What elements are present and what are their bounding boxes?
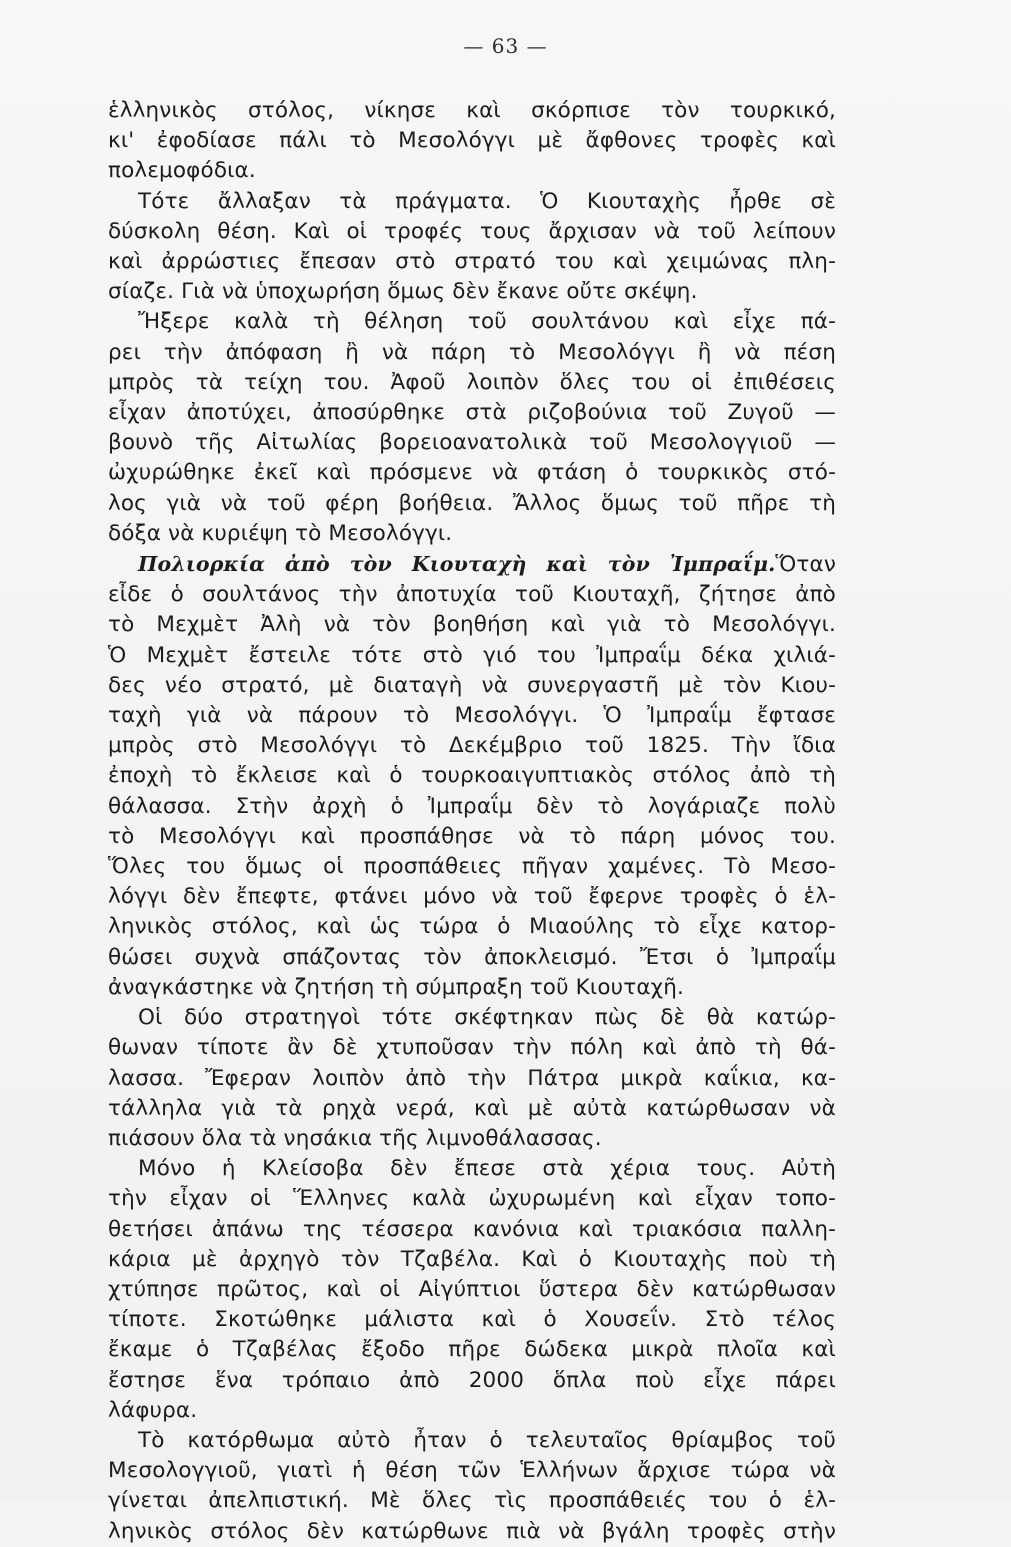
- text-line: τὸ Μεσολόγγι καὶ προσπάθησε νὰ τὸ πάρη μόνος του.: [108, 823, 836, 849]
- text-line: μπρὸς στὸ Μεσολόγγι τὸ Δεκέμβριο τοῦ 1825. Τὴν ἴδια: [108, 733, 836, 759]
- text-line: Τὸ κατόρθωμα αὐτὸ ἦταν ὁ τελευταῖος θρίαμβος τοῦ: [138, 1427, 836, 1453]
- text-line: γίνεται ἀπελπιστική. Μὲ ὅλες τὶς προσπάθειές του ὁ ἑλ-: [108, 1488, 836, 1514]
- text-line: κάρια μὲ ἀρχηγὸ τὸν Τζαβέλα. Καὶ ὁ Κιουταχὴς ποὺ τὴ: [108, 1246, 836, 1272]
- text-line: τάλληλα γιὰ τὰ ρηχὰ νερά, καὶ μὲ αὐτὰ κατώρθωσαν νὰ: [108, 1095, 836, 1121]
- text-line: εἶχαν ἀποτύχει, ἀποσύρθηκε στὰ ριζοβούνια τοῦ Ζυγοῦ —: [108, 400, 836, 426]
- text-line: Μεσολογγιοῦ, γιατὶ ἡ θέση τῶν Ἑλλήνων ἄρχισε τώρα νὰ: [108, 1458, 836, 1484]
- text-line: θωναν τίποτε ἂν δὲ χτυποῦσαν τὴν πόλη καὶ ἀπὸ τὴ θά-: [108, 1035, 836, 1061]
- section-heading: Πολιορκία ἀπὸ τὸν Κιουταχὴ καὶ τὸν Ἰμπραΐμ.: [138, 552, 776, 577]
- text-line: Ἤξερε καλὰ τὴ θέληση τοῦ σουλτάνου καὶ εἶχε πά-: [138, 309, 836, 335]
- page-number: — 63 —: [463, 34, 548, 58]
- text-line: ἔκαμε ὁ Τζαβέλας ἔξοδο πῆρε δώδεκα μικρὰ πλοῖα καὶ: [108, 1337, 836, 1363]
- text-line: ἀναγκάστηκε νὰ ζητήση τὴ σύμπραξη τοῦ Κιουταχῆ.: [108, 974, 684, 1000]
- text-line: ληνικὸς στόλος, καὶ ὡς τώρα ὁ Μιαούλης τὸ εἶχε κατορ-: [108, 914, 836, 940]
- text-line: θετήσει ἀπάνω της τέσσερα κανόνια καὶ τριακόσια παλλη-: [108, 1216, 836, 1242]
- text-line: δόξα νὰ κυριέψη τὸ Μεσολόγγι.: [108, 520, 453, 546]
- text-line: εἶδε ὁ σουλτάνος τὴν ἀποτυχία τοῦ Κιουταχῆ, ζήτησε ἀπὸ: [108, 582, 836, 608]
- text-line: Μόνο ἡ Κλείσοβα δὲν ἔπεσε στὰ χέρια τους. Αὐτὴ: [138, 1156, 836, 1182]
- text-line: τίποτε. Σκοτώθηκε μάλιστα καὶ ὁ Χουσεΐν. Στὸ τέλος: [108, 1307, 836, 1333]
- text-line: ἔστησε ἕνα τρόπαιο ἀπὸ 2000 ὅπλα ποὺ εἶχε πάρει: [108, 1367, 836, 1393]
- text-line: βουνὸ τῆς Αἰτωλίας βορειοανατολικὰ τοῦ Μεσολογγιοῦ —: [108, 430, 836, 456]
- text-line: τὴν εἶχαν οἱ Ἕλληνες καλὰ ὠχυρωμένη καὶ εἶχαν τοπο-: [108, 1186, 836, 1212]
- text-line: χτύπησε πρῶτος, καὶ οἱ Αἰγύπτιοι ὕστερα δὲν κατώρθωσαν: [108, 1276, 836, 1302]
- text-line: καὶ ἀρρώστιες ἔπεσαν στὸ στρατό του καὶ χειμώνας πλη-: [108, 249, 836, 275]
- text-line: Οἱ δύο στρατηγοὶ τότε σκέφτηκαν πὼς δὲ θὰ κατώρ-: [138, 1005, 836, 1031]
- text-line: Τότε ἄλλαξαν τὰ πράγματα. Ὁ Κιουταχὴς ἦρθε σὲ: [138, 188, 836, 214]
- text-line: τὸ Μεχμὲτ Ἀλὴ νὰ τὸν βοηθήση καὶ γιὰ τὸ Μεσολόγγι.: [108, 612, 836, 638]
- text-line: μπρὸς τὰ τείχη του. Ἀφοῦ λοιπὸν ὅλες του οἱ ἐπιθέσεις: [108, 369, 836, 395]
- text-line: λασσα. Ἔφεραν λοιπὸν ἀπὸ τὴν Πάτρα μικρὰ καΐκια, κα-: [108, 1065, 836, 1091]
- text-line: ρει τὴν ἀπόφαση ἢ νὰ πάρη τὸ Μεσολόγγι ἢ νὰ πέση: [108, 339, 836, 365]
- text-line: ληνικὸς στόλος δὲν κατώρθωνε πιὰ νὰ βγάλη τροφὲς στὴν: [108, 1518, 836, 1544]
- text-line-with-heading: [108, 549, 836, 580]
- text-line: θάλασσα. Στὴν ἀρχὴ ὁ Ἰμπραΐμ δὲν τὸ λογάριαζε πολὺ: [108, 793, 836, 819]
- text-line: πολεμοφόδια.: [108, 158, 256, 184]
- text-line: πιάσουν ὅλα τὰ νησάκια τῆς λιμνοθάλασσας.: [108, 1125, 602, 1151]
- text-line: λος γιὰ νὰ τοῦ φέρη βοήθεια. Ἄλλος ὅμως τοῦ πῆρε τὴ: [108, 490, 836, 516]
- text-line: ὠχυρώθηκε ἐκεῖ καὶ πρόσμενε νὰ φτάση ὁ τουρκικὸς στό-: [108, 460, 836, 486]
- text-line: θώσει συχνὰ σπάζοντας τὸν ἀποκλεισμό. Ἔτσι ὁ Ἰμπραΐμ: [108, 944, 836, 970]
- text-line: δες νέο στρατό, μὲ διαταγὴ νὰ συνεργαστῆ μὲ τὸν Κιου-: [108, 672, 836, 698]
- text-line: Ὅλες του ὅμως οἱ προσπάθειες πῆγαν χαμένες. Τὸ Μεσο-: [108, 854, 836, 880]
- text-line: λάφυρα.: [108, 1397, 198, 1423]
- body-text: [108, 96, 836, 1547]
- text-line: Ὁ Μεχμὲτ ἔστειλε τότε στὸ γιό του Ἰμπραΐμ δέκα χιλιά-: [108, 642, 836, 668]
- text-line: σίαζε. Γιὰ νὰ ὑποχωρήση ὅμως δὲν ἔκανε οὔτε σκέψη.: [108, 279, 698, 305]
- text-line: δύσκολη θέση. Καὶ οἱ τροφές τους ἄρχισαν νὰ τοῦ λείπουν: [108, 218, 836, 244]
- text-line: ταχὴ γιὰ νὰ πάρουν τὸ Μεσολόγγι. Ὁ Ἰμπραΐμ ἔφτασε: [108, 703, 836, 729]
- text-line: κι' ἐφοδίασε πάλι τὸ Μεσολόγγι μὲ ἄφθονες τροφὲς καὶ: [108, 128, 836, 154]
- text-line: ἑλληνικὸς στόλος, νίκησε καὶ σκόρπισε τὸν τουρκικό,: [108, 98, 836, 123]
- text-fragment: Ὅταν: [775, 552, 836, 578]
- text-line: λόγγι δὲν ἔπεφτε, φτάνει μόνο νὰ τοῦ ἔφερνε τροφὲς ὁ ἑλ-: [108, 884, 836, 910]
- text-line: ἐποχὴ τὸ ἔκλεισε καὶ ὁ τουρκοαιγυπτιακὸς στόλος ἀπὸ τὴ: [108, 763, 836, 789]
